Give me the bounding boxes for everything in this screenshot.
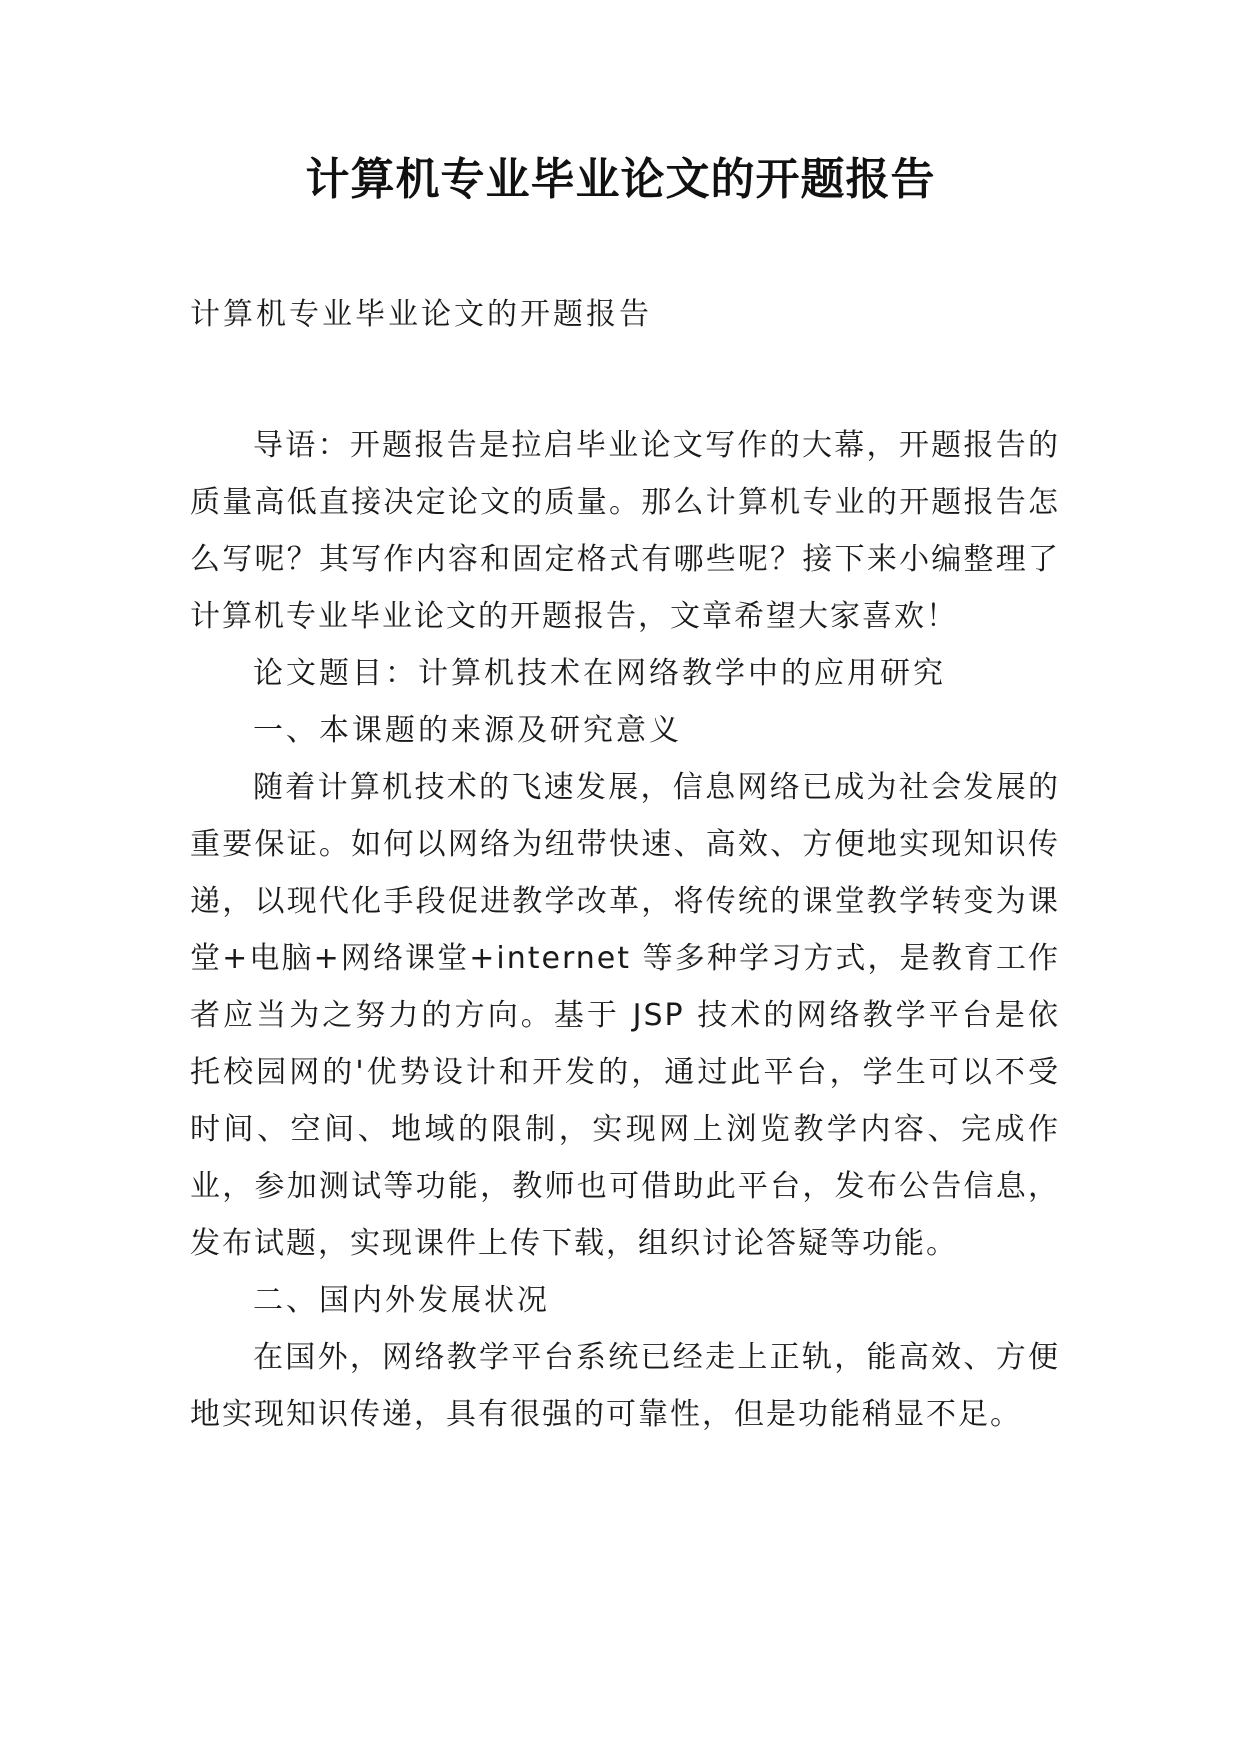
document-subtitle: 计算机专业毕业论文的开题报告 xyxy=(190,297,652,332)
intro-paragraph: 导语：开题报告是拉启毕业论文写作的大幕，开题报告的质量高低直接决定论文的质量。那么计算机专业的开题报告怎么写呢？其写作内容和固定格式有哪些呢？接下来小编整理了计算机专业毕业论文的开题报告，文章希望大家喜欢！ xyxy=(190,428,1060,634)
section-heading-2: 二、国内外发展状况 xyxy=(253,1283,550,1318)
section-heading-1: 一、本课题的来源及研究意义 xyxy=(253,713,682,748)
document-body xyxy=(190,285,1060,1443)
thesis-topic: 论文题目：计算机技术在网络教学中的应用研究 xyxy=(253,656,946,691)
section-1-paragraph: 随着计算机技术的飞速发展，信息网络已成为社会发展的重要保证。如何以网络为纽带快速、高效、方便地实现知识传递，以现代化手段促进教学改革，将传统的课堂教学转变为课堂+电脑+网络课堂+internet 等多种学习方式，是教育工作者应当为之努力的方向。基于 JSP 技术的网络教学平台是依托校园网的'优势设计和开发的，通过此平台，学生可以不受时间、空间、地域的限制，实现网上浏览教学内容、完成作业，参加测试等功能，教师也可借助此平台，发布公告信息，发布试题，实现课件上传下载，组织讨论答疑等功能。 xyxy=(190,770,1060,1261)
section-2-paragraph: 在国外，网络教学平台系统已经走上正轨，能高效、方便地实现知识传递，具有很强的可靠性，但是功能稍显不足。 xyxy=(190,1340,1060,1432)
document-title: 计算机专业毕业论文的开题报告 xyxy=(305,154,936,205)
spacer xyxy=(190,345,1060,417)
